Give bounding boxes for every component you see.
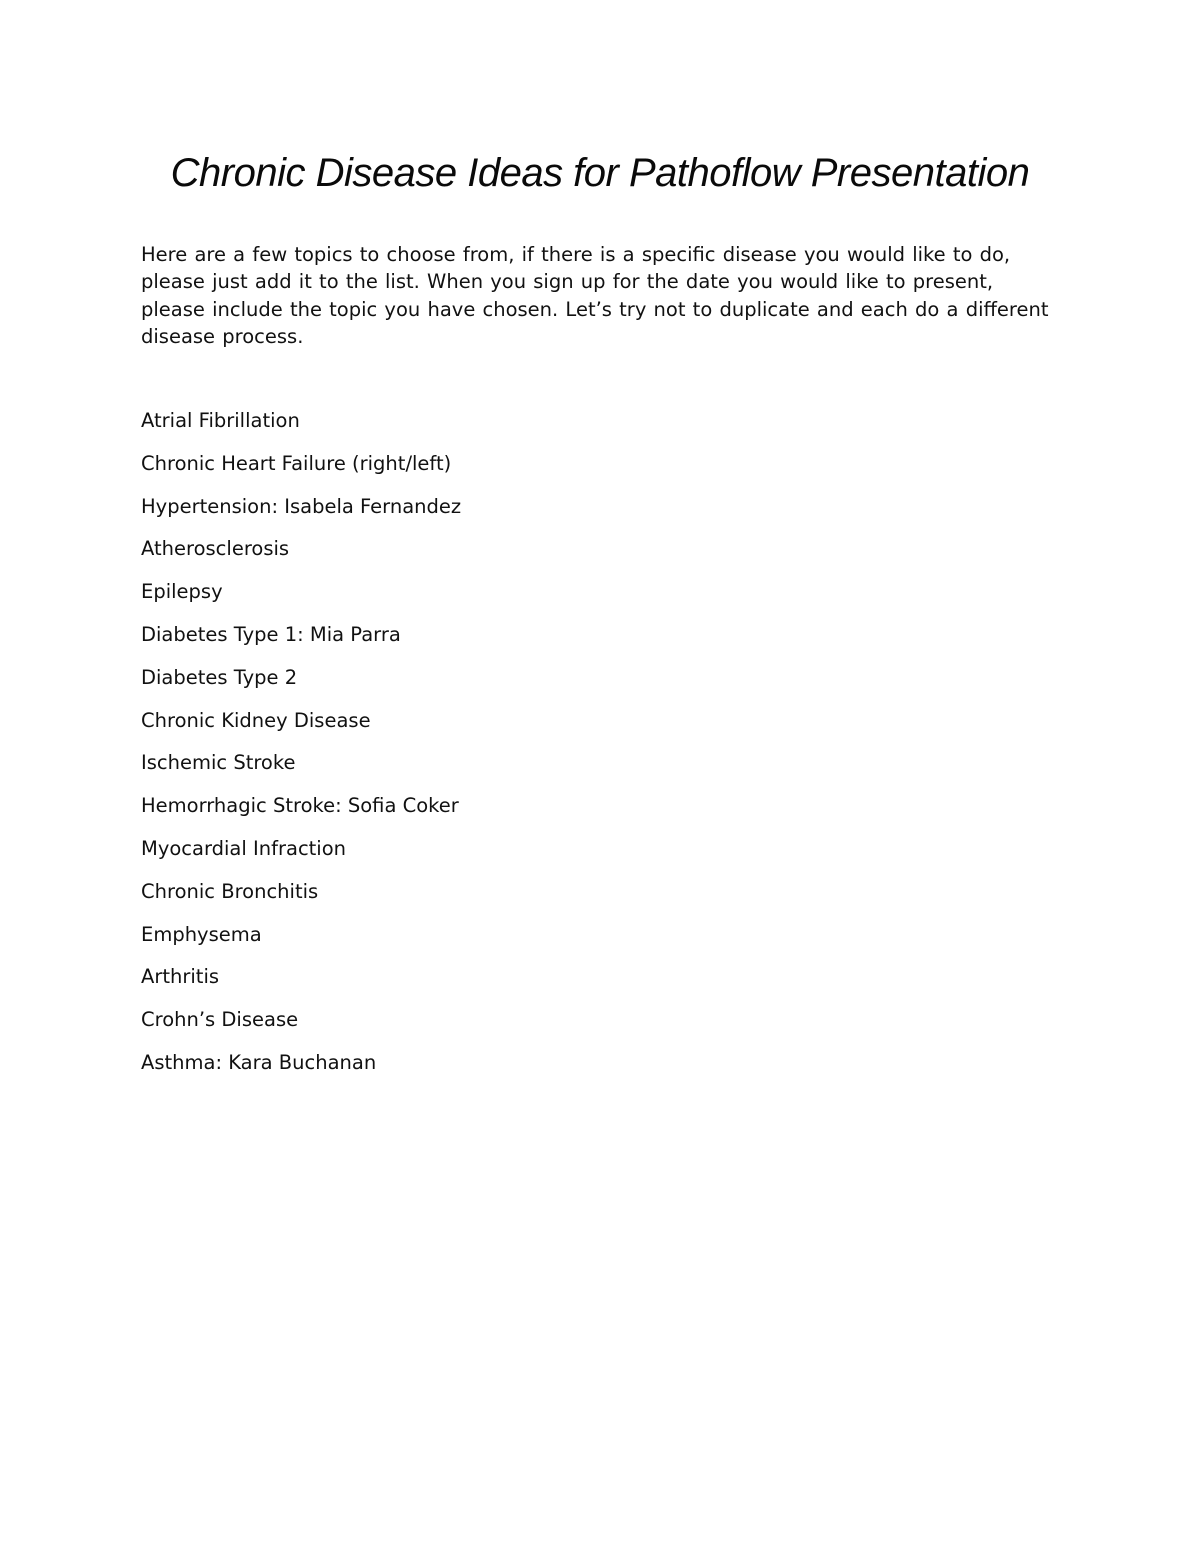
document-title: Chronic Disease Ideas for Pathoflow Presentation (170, 151, 1030, 195)
topic-item: Arthritis (141, 965, 220, 989)
topic-item: Crohn’s Disease (141, 1008, 299, 1032)
topic-item: Diabetes Type 1: Mia Parra (141, 622, 401, 646)
topic-item: Asthma: Kara Buchanan (141, 1050, 377, 1074)
topic-item: Myocardial Infraction (141, 836, 347, 860)
topic-item: Chronic Bronchitis (141, 879, 319, 903)
topic-item: Epilepsy (141, 580, 223, 604)
topic-item: Atherosclerosis (141, 537, 290, 561)
topic-item: Emphysema (141, 922, 262, 946)
intro-paragraph: Here are a few topics to choose from, if there is a specific disease you would like to do, please just add it to the list. When you sign up for the date you would like to present, please include the topic you have chosen. Let’s try not to duplicate and each do a different disease process. (141, 243, 1049, 349)
topic-list (141, 406, 461, 1091)
topic-item: Hypertension: Isabela Fernandez (141, 494, 462, 518)
topic-item: Chronic Kidney Disease (141, 708, 371, 732)
topic-item: Ischemic Stroke (141, 751, 296, 775)
topic-item: Chronic Heart Failure (right/left) (141, 451, 452, 475)
topic-item: Hemorrhagic Stroke: Sofia Coker (141, 794, 459, 818)
topic-item: Diabetes Type 2 (141, 665, 298, 689)
topic-item: Atrial Fibrillation (141, 409, 300, 432)
